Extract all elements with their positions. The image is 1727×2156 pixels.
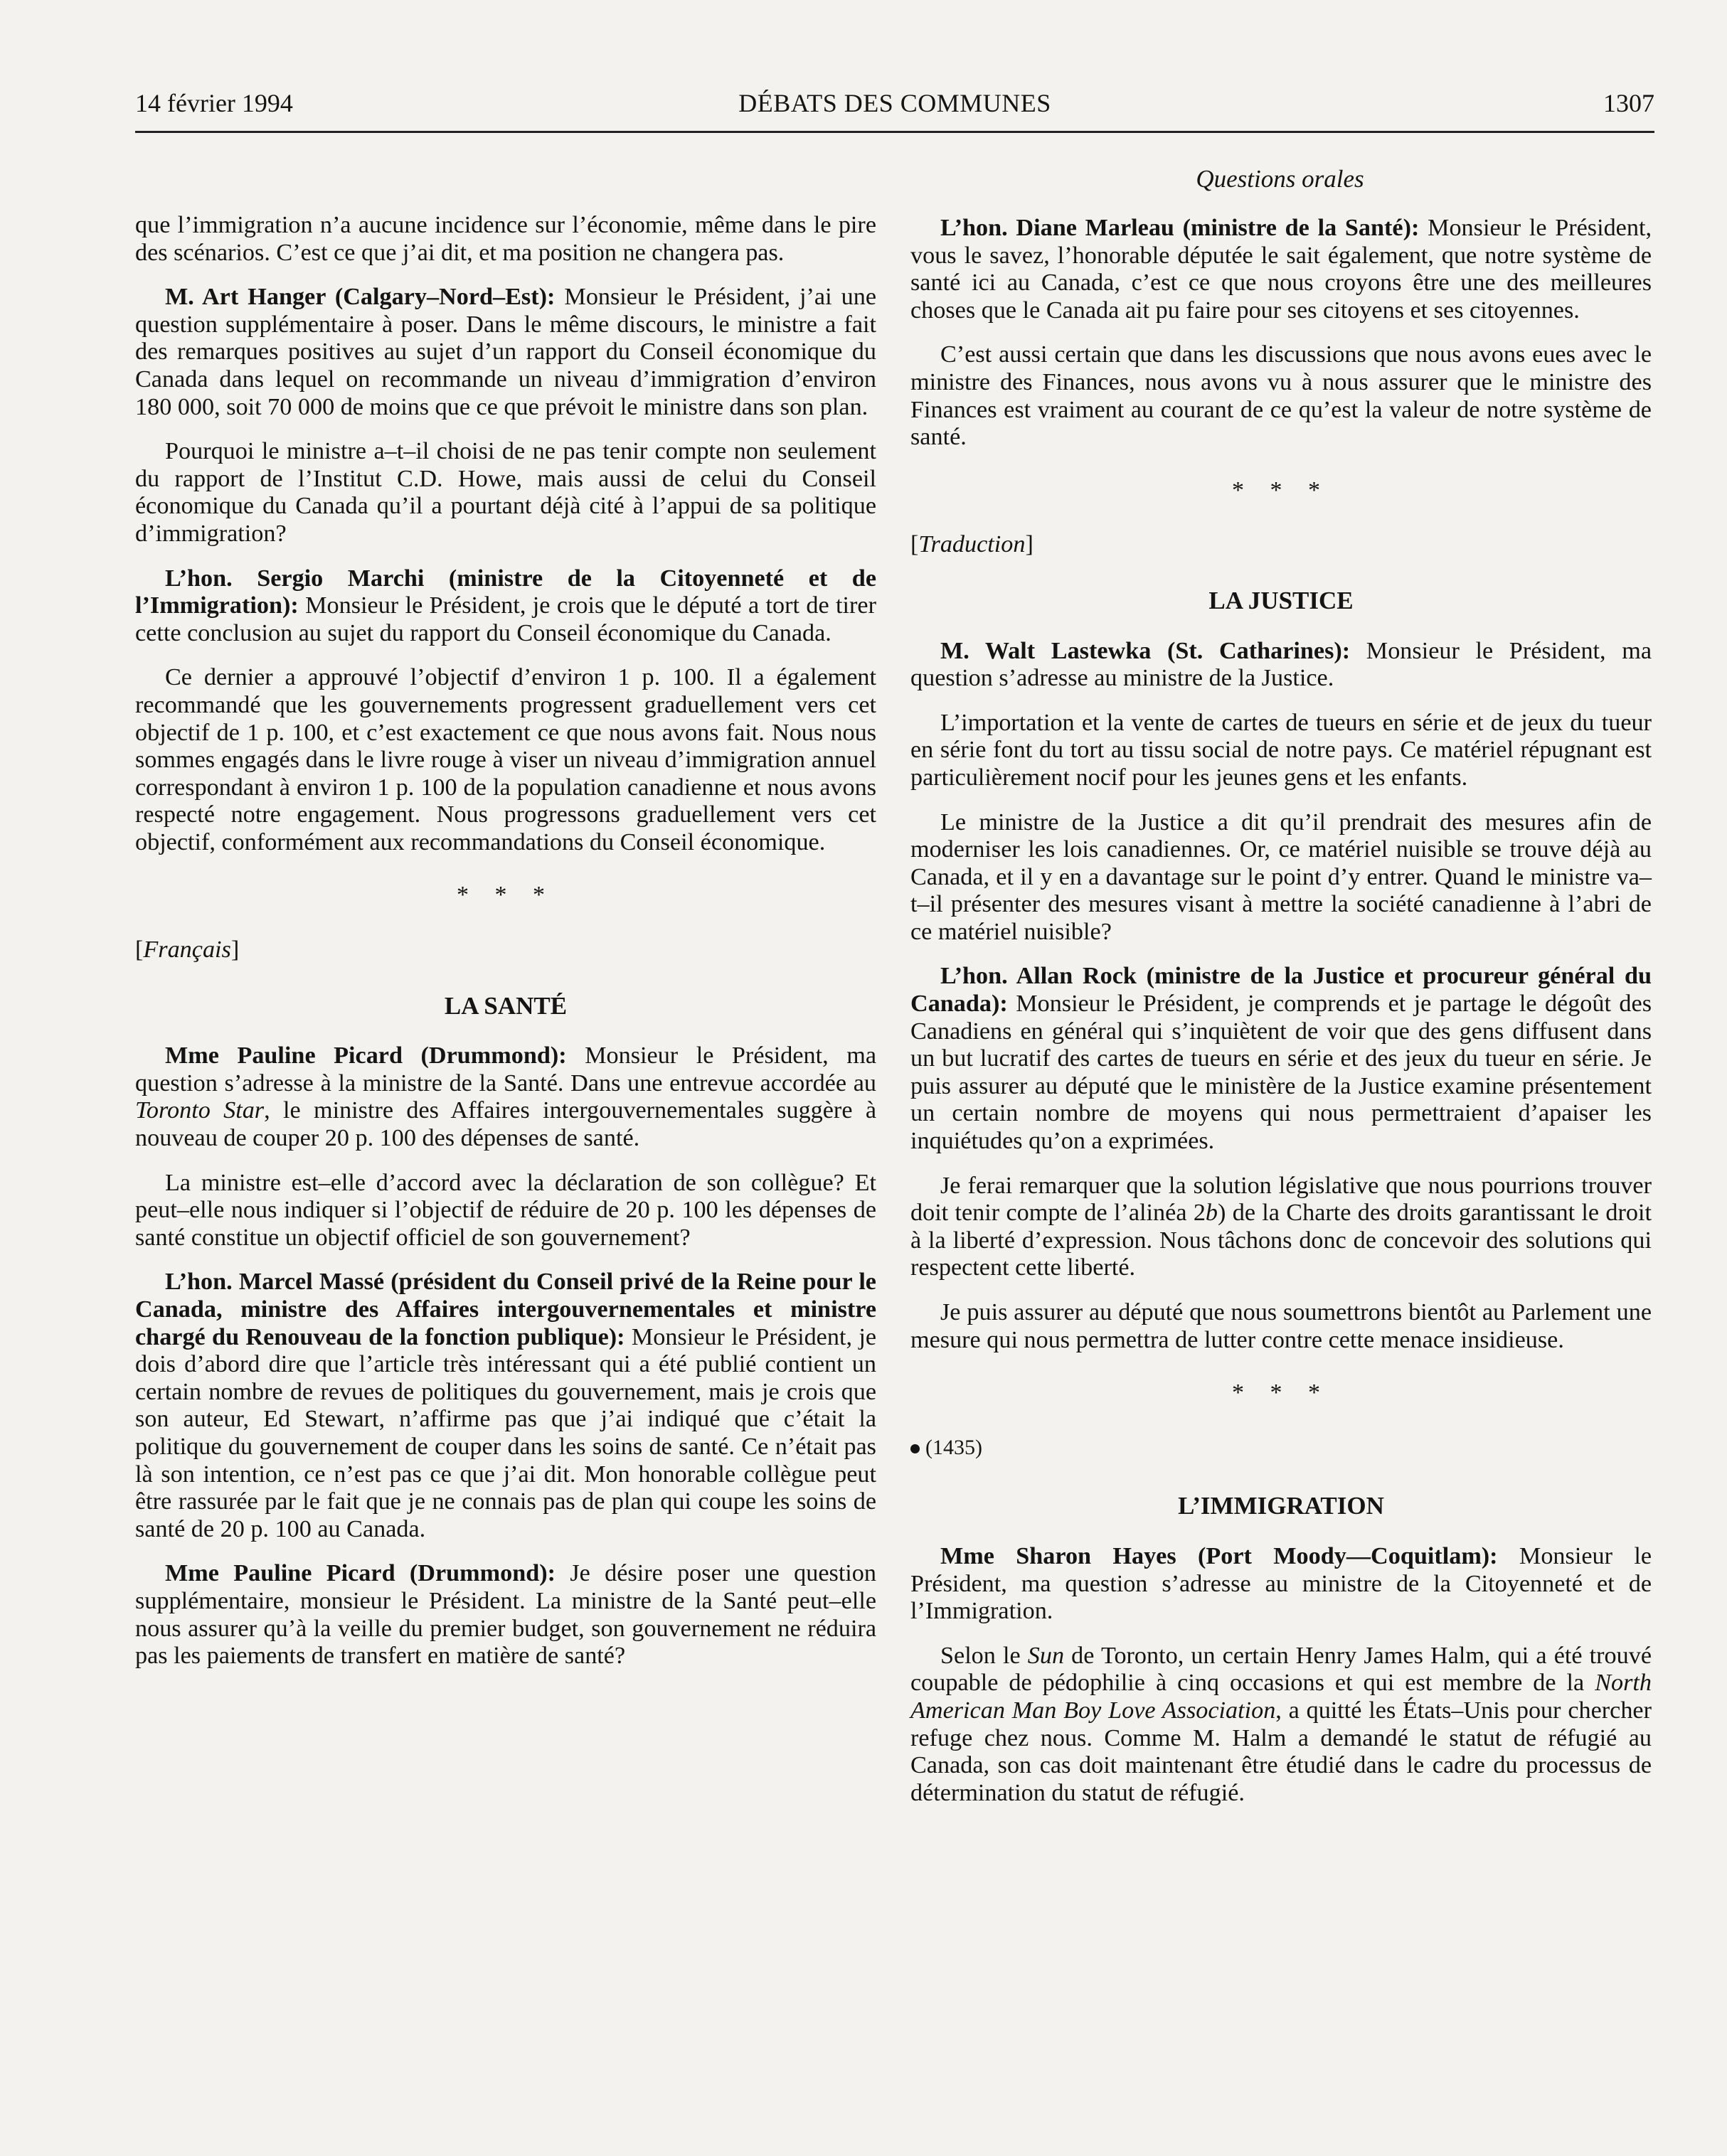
speech-text: Monsieur le Président, je dois d’abord dire que l’article très intéressant qui a été publié contient un certain nombre de revues de politiques du gouvernement, mais je crois que son auteur, Ed Stewart, n’affirme pas que j’ai indiqué que c’était la politique du gouvernement de couper dans les soins de santé. Ce n’était pas là son intention, ce n’est pas ce que j’ai dit. Mon honorable collègue peut être rassurée par le fait que je ne connais pas de plan qui coupe les soins de santé de 20 p. 100 au Canada. bbox=[135, 1323, 876, 1542]
section-title: Questions orales bbox=[1196, 165, 1364, 193]
speaker-name: Mme Pauline Picard (Drummond): bbox=[165, 1042, 567, 1069]
speech-text: Selon le bbox=[940, 1642, 1028, 1669]
speaker-name: L’hon. Sergio Marchi (ministre de la Citoyenneté et de l’Immigration): bbox=[135, 565, 876, 619]
right-column bbox=[910, 215, 1652, 1824]
speech-text: Je désire poser une question supplémentaire, monsieur le Président. La ministre de la Santé peut–elle nous assurer qu’à la veille du premier budget, son gouvernement ne réduira pas les paiements de transfert en matière de santé? bbox=[135, 1560, 876, 1670]
paragraph bbox=[910, 1643, 1652, 1808]
paragraph bbox=[910, 1173, 1652, 1282]
speech-text: , a quitté les États–Unis pour chercher refuge chez nous. Comme M. Halm a demandé le statut de réfugié au Canada, son cas doit maintenant être étudié dans le cadre du processus de détermination du statut de réfugié. bbox=[910, 1697, 1652, 1806]
speech-text: Monsieur le Président, je comprends et je partage le dégoût des Canadiens en général qui s’inquiètent de voir que des gens diffusent dans un but lucratif des cartes de tueurs en série et des jeux du tueur en série. Je puis assurer au député que le ministère de la Justice examine présentement un certain nombre de moyens qui nous permettraient d’apaiser les inquiétudes qu’on a exprimées. bbox=[910, 991, 1652, 1155]
paragraph bbox=[910, 638, 1652, 693]
paragraph bbox=[910, 215, 1652, 324]
clause-letter: b bbox=[1205, 1200, 1218, 1227]
speech-text: Monsieur le Président, ma question s’adresse au ministre de la Justice. bbox=[910, 637, 1652, 692]
paragraph: Pourquoi le ministre a–t–il choisi de ne pas tenir compte non seulement du rapport de l’Institut C.D. Howe, mais aussi de celui du Conseil économique du Canada qu’il a pourtant déjà cité à l’appui de sa politique d’immigration? bbox=[135, 438, 876, 547]
paragraph bbox=[910, 963, 1652, 1155]
newspaper-title: Sun bbox=[1027, 1642, 1065, 1669]
paragraph bbox=[135, 565, 876, 648]
speaker-name: L’hon. Allan Rock (ministre de la Justice et procureur général du Canada): bbox=[910, 963, 1652, 1018]
speech-text: Monsieur le Président, ma question s’adresse au ministre de la Citoyenneté et de l’Immigration. bbox=[910, 1542, 1652, 1625]
paragraph bbox=[135, 1560, 876, 1670]
speaker-name: L’hon. Diane Marleau (ministre de la Santé): bbox=[940, 215, 1420, 241]
bracket-close: ] bbox=[230, 936, 240, 964]
language-marker bbox=[910, 531, 1652, 559]
timestamp-text: (1435) bbox=[925, 1435, 982, 1459]
paragraph: Le ministre de la Justice a dit qu’il prendrait des mesures afin de moderniser les lois canadiennes. Or, ce matériel nuisible se trouve déjà au Canada, et il y en a davantage sur le point d’y entrer. Quand le ministre va–t–il présenter des mesures visant à mettre la société canadienne à l’abri de ce matériel nuisible? bbox=[910, 808, 1652, 945]
speech-text: Monsieur le Président, vous le savez, l’honorable députée le sait également, que notre système de santé ici au Canada, c’est ce que nous croyons être une des meilleures choses que le Canada ait pu faire pour ses citoyens et ses citoyennes. bbox=[910, 215, 1652, 324]
newspaper-title: Toronto Star bbox=[135, 1097, 265, 1124]
page-number: 1307 bbox=[1603, 89, 1654, 117]
paragraph: que l’immigration n’a aucune incidence sur l’économie, même dans le pire des scénarios. C’est ce que j’ai dit, et ma position ne changera pas. bbox=[135, 212, 876, 266]
speech-text: ) de la Charte des droits garantissant le droit à la liberté d’expression. Nous tâchons donc de concevoir des solutions qui respectent cette liberté. bbox=[910, 1200, 1652, 1281]
header-rule bbox=[135, 131, 1654, 133]
speaker-name: Mme Sharon Hayes (Port Moody—Coquitlam): bbox=[940, 1542, 1498, 1569]
paragraph: Ce dernier a approuvé l’objectif d’environ 1 p. 100. Il a également recommandé que les gouvernements progressent graduellement vers cet objectif de 1 p. 100, et c’est exactement ce que nous avons fait. Nous nous sommes engagés dans le livre rouge à viser un niveau d’immigration annuel correspondant à environ 1 p. 100 de la population canadienne et nous avons respecté notre engagement. Nous progressons graduellement vers cet objectif, conformément aux recommandations du Conseil économique. bbox=[135, 664, 876, 855]
speaker-name: M. Art Hanger (Calgary–Nord–Est): bbox=[165, 284, 556, 311]
paragraph bbox=[135, 1042, 876, 1152]
paragraph bbox=[910, 1543, 1652, 1626]
section-heading: LA SANTÉ bbox=[444, 991, 568, 1020]
language-label: Traduction bbox=[918, 531, 1026, 558]
section-separator: * * * bbox=[457, 882, 555, 909]
language-marker bbox=[135, 936, 876, 964]
speaker-name: L’hon. Marcel Massé (président du Conseil privé de la Reine pour le Canada, ministre des Affaires intergouvernementales et ministre chargé du Renouveau de la fonction publique): bbox=[135, 1269, 876, 1350]
section-heading: LA JUSTICE bbox=[1208, 586, 1354, 614]
header-date: 14 février 1994 bbox=[135, 89, 293, 117]
speech-text: Je ferai remarquer que la solution législative que nous pourrions trouver doit tenir compte de l’alinéa 2 bbox=[910, 1172, 1652, 1227]
bracket-open: [ bbox=[135, 936, 144, 964]
paragraph: La ministre est–elle d’accord avec la déclaration de son collègue? Et peut–elle nous indiquer si l’objectif de réduire de 20 p. 100 les dépenses de santé constitue un objectif officiel de son gouvernement? bbox=[135, 1169, 876, 1251]
bullet-icon bbox=[910, 1444, 920, 1453]
publication-title: DÉBATS DES COMMUNES bbox=[738, 89, 1051, 117]
paragraph bbox=[135, 284, 876, 421]
left-column bbox=[135, 212, 876, 1687]
speech-text: Monsieur le Président, je crois que le député a tort de tirer cette conclusion au sujet du rapport du Conseil économique du Canada. bbox=[135, 592, 876, 646]
speaker-name: Mme Pauline Picard (Drummond): bbox=[165, 1560, 556, 1587]
language-label: Français bbox=[143, 936, 231, 964]
page-header bbox=[135, 88, 1654, 132]
section-separator: * * * bbox=[1232, 1379, 1330, 1407]
bracket-close: ] bbox=[1025, 531, 1033, 558]
timestamp bbox=[910, 1434, 1652, 1462]
speech-text: Monsieur le Président, j’ai une question supplémentaire à poser. Dans le même discours, le ministre a fait des remarques positives au sujet d’un rapport du Conseil économique du Canada dans lequel on recommande un niveau d’immigration d’environ 180 000, soit 70 000 de moins que ce que prévoit le ministre dans son plan. bbox=[135, 284, 876, 420]
speech-text: , le ministre des Affaires intergouvernementales suggère à nouveau de couper 20 p. 100 des dépenses de santé. bbox=[135, 1097, 876, 1152]
organization-name: North American Man Boy Love Association bbox=[910, 1670, 1652, 1724]
paragraph: L’importation et la vente de cartes de tueurs en série et de jeux du tueur en série font du tort au tissu social de notre pays. Ce matériel répugnant est particulièrement nocif pour les jeunes gens et les enfants. bbox=[910, 709, 1652, 791]
section-separator: * * * bbox=[1232, 476, 1330, 503]
paragraph bbox=[135, 1269, 876, 1543]
section-heading: L’IMMIGRATION bbox=[1178, 1492, 1384, 1520]
paragraph: Je puis assurer au député que nous soumettrons bientôt au Parlement une mesure qui nous permettra de lutter contre cette menace insidieuse. bbox=[910, 1299, 1652, 1353]
speech-text: de Toronto, un certain Henry James Halm, qui a été trouvé coupable de pédophilie à cinq occasions et qui est membre de la bbox=[910, 1642, 1652, 1697]
speech-text: Monsieur le Président, ma question s’adresse à la ministre de la Santé. Dans une entrevue accordée au bbox=[135, 1042, 876, 1096]
bracket-open: [ bbox=[910, 531, 919, 558]
paragraph: C’est aussi certain que dans les discussions que nous avons eues avec le ministre des Finances, nous avons vu à nous assurer que le ministre des Finances est vraiment au courant de ce qu’est la valeur de notre système de santé. bbox=[910, 341, 1652, 451]
speaker-name: M. Walt Lastewka (St. Catharines): bbox=[940, 637, 1351, 664]
